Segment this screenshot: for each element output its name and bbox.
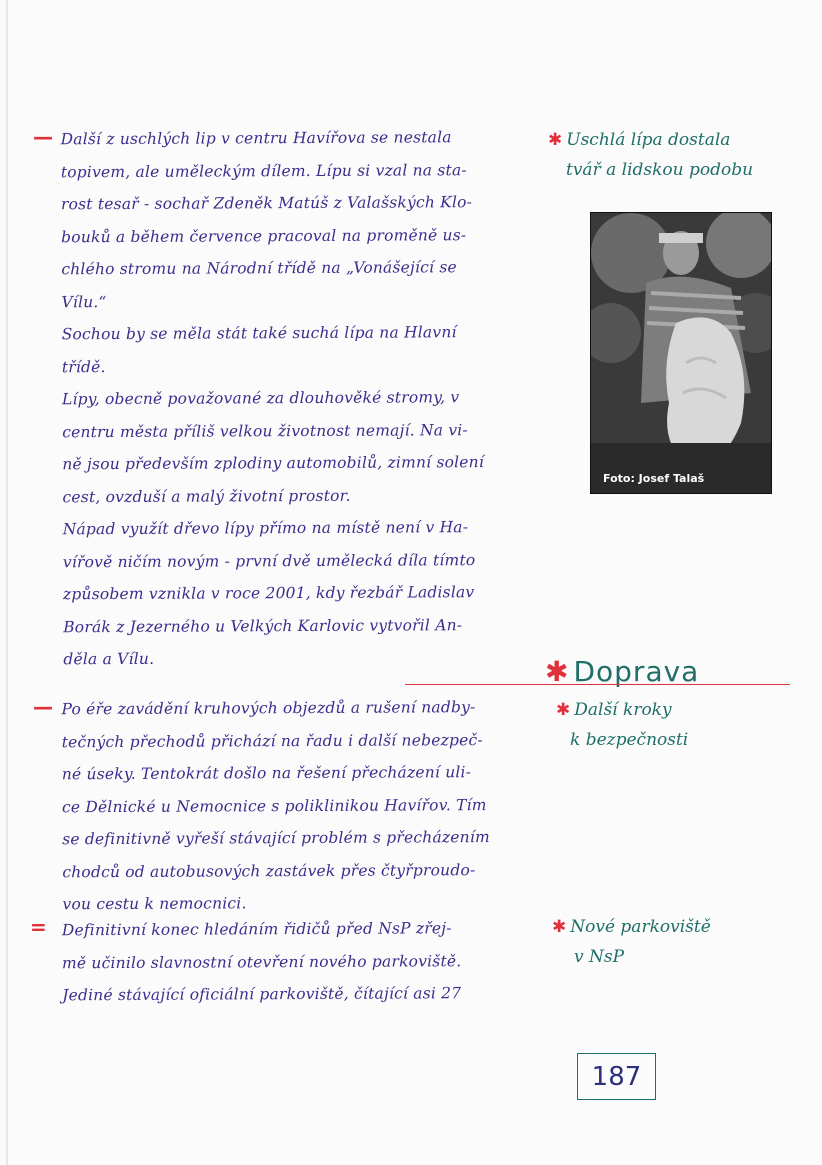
margin-note-line: ✱ Další kroky	[556, 700, 672, 720]
text-line: vířově ničím novým - první dvě umělecká díla tímto	[62, 550, 476, 571]
margin-note-line: tvář a lidskou podobu	[566, 160, 754, 180]
text-line: Borák z Jezerného u Velkých Karlovic vytvořil An-	[63, 615, 463, 636]
text-line: cest, ovzduší a malý životní prostor.	[62, 486, 351, 506]
text-line: třídě.	[61, 357, 106, 376]
asterisk-icon: ✱	[548, 130, 563, 150]
asterisk-icon: ✱	[552, 917, 567, 937]
margin-note-kroky	[556, 695, 806, 755]
asterisk-icon: ✱	[556, 700, 571, 720]
text-line: topivem, ale uměleckým dílem. Lípu si vzal na sta-	[60, 160, 467, 181]
margin-note-parkoviste	[552, 912, 802, 972]
photo-credit: Foto: Josef Talaš	[603, 472, 705, 485]
text-line: Vílu.“	[61, 292, 107, 311]
text-line: děla a Vílu.	[63, 649, 155, 669]
text-line: vou cestu k nemocnici.	[62, 894, 247, 914]
text-line: Jediné stávající oficiální parkoviště, čítající asi 27	[62, 984, 462, 1005]
text-line: Lípy, obecně považované za dlouhověké stromy, v	[61, 388, 460, 409]
text-line: chlého stromu na Národní třídě na „Vonášející se	[61, 258, 457, 279]
bullet-dash: —	[33, 695, 53, 719]
text-line: rost tesař - sochař Zdeněk Matúš z Valašských Klo-	[60, 193, 473, 214]
margin-note-line: ✱ Uschlá lípa dostala	[548, 130, 731, 150]
text-line: ně jsou především zplodiny automobilů, zimní solení	[62, 453, 485, 474]
paragraph-doprava	[61, 691, 552, 921]
bullet-dash: =	[30, 915, 47, 939]
margin-note-lipa	[548, 125, 818, 185]
margin-note-line: v NsP	[574, 947, 625, 967]
text-line: se definitivně vyřeší stávající problém s přecházením	[62, 828, 490, 849]
page-number: 187	[577, 1053, 656, 1100]
text-line: Po éře zavádění kruhových objezdů a rušení nadby-	[61, 698, 476, 719]
text-line: Sochou by se měla stát také suchá lípa na Hlavní	[61, 323, 457, 344]
text-line: Nápad využít dřevo lípy přímo na místě není v Ha-	[62, 518, 469, 539]
margin-note-line: k bezpečnosti	[570, 730, 689, 750]
page-edge	[6, 0, 8, 1165]
section-divider	[405, 684, 790, 685]
margin-note-line: ✱ Nové parkoviště	[552, 917, 711, 937]
paragraph-parkoviste	[62, 912, 553, 1012]
text-line: né úseky. Tentokrát došlo na řešení přecházení uli-	[61, 763, 472, 784]
newspaper-photo	[590, 212, 772, 494]
text-line: centru města příliš velkou životnost nemají. Na vi-	[62, 420, 468, 441]
text-line: Další z uschlých lip v centru Havířova se nestala	[60, 128, 452, 149]
sculptor-photo-image	[591, 213, 771, 493]
text-line: tečných přechodů přichází na řadu i další nebezpeč-	[61, 730, 483, 751]
text-line: chodců od autobusových zastávek přes čtyřproudo-	[62, 860, 476, 881]
text-line: Definitivní konec hledáním řidičů před NsP zřej-	[61, 919, 452, 940]
section-heading: ✱ Doprava	[545, 655, 700, 688]
paragraph-lipy	[61, 121, 554, 676]
text-line: způsobem vznikla v roce 2001, kdy řezbář Ladislav	[62, 583, 475, 604]
text-line: ce Dělnické u Nemocnice s poliklinikou Havířov. Tím	[61, 795, 487, 816]
bullet-dash: —	[33, 125, 53, 149]
text-line: bouků a během července pracoval na proměně us-	[61, 225, 467, 246]
asterisk-icon: ✱	[545, 655, 570, 688]
text-line: mě učinilo slavnostní otevření nového parkoviště.	[61, 951, 462, 972]
